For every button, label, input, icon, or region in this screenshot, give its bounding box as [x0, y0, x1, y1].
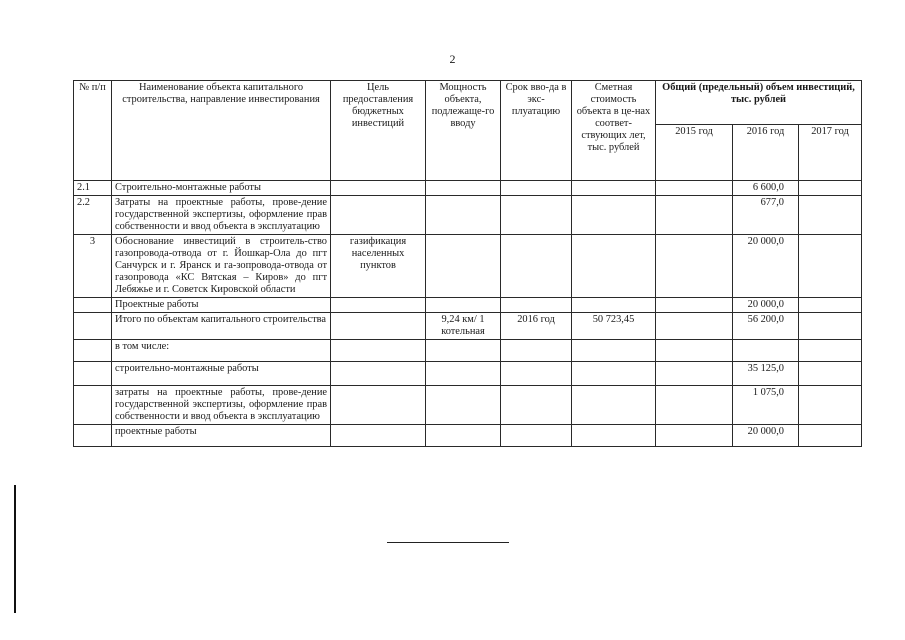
- header-capacity: Мощность объекта, подлежаще-го вводу: [426, 81, 501, 181]
- cell-capacity: [426, 196, 501, 235]
- cell-purpose: [331, 386, 426, 425]
- table-row: [74, 340, 862, 362]
- cell-num: [74, 425, 112, 447]
- cell-2017: [799, 340, 862, 362]
- cell-num: 2.2: [74, 196, 112, 235]
- header-purpose: Цель предоставления бюджетных инвестиций: [331, 81, 426, 181]
- cell-2016: 20 000,0: [733, 425, 799, 447]
- cell-num: [74, 340, 112, 362]
- cell-2017: [799, 386, 862, 425]
- header-2016: 2016 год: [733, 125, 799, 181]
- cell-purpose: [331, 181, 426, 196]
- cell-purpose: газификация населенных пунктов: [331, 235, 426, 298]
- cell-2015: [656, 425, 733, 447]
- table-row: [74, 235, 862, 298]
- cell-capacity: [426, 181, 501, 196]
- cell-2015: [656, 298, 733, 313]
- cell-num: [74, 298, 112, 313]
- cell-cost: [572, 340, 656, 362]
- cell-2015: [656, 181, 733, 196]
- cell-2015: [656, 196, 733, 235]
- header-cost: Сметная стоимость объекта в це-нах соответ-ствующих лет, тыс. рублей: [572, 81, 656, 181]
- cell-capacity: 9,24 км/ 1 котельная: [426, 313, 501, 340]
- cell-cost: [572, 196, 656, 235]
- cell-cost: [572, 386, 656, 425]
- cell-2016: 20 000,0: [733, 298, 799, 313]
- cell-2017: [799, 425, 862, 447]
- cell-term: [501, 181, 572, 196]
- cell-purpose: [331, 362, 426, 386]
- scan-margin-mark: [14, 485, 16, 613]
- closing-rule: [387, 542, 509, 543]
- cell-name: затраты на проектные работы, прове-дение государственной экспертизы, оформление прав собственности и ввод объекта в эксплуатацию: [112, 386, 331, 425]
- cell-2015: [656, 313, 733, 340]
- cell-capacity: [426, 340, 501, 362]
- cell-term: [501, 340, 572, 362]
- cell-2017: [799, 362, 862, 386]
- cell-num: 2.1: [74, 181, 112, 196]
- cell-cost: [572, 298, 656, 313]
- table-row: [74, 362, 862, 386]
- cell-cost: 50 723,45: [572, 313, 656, 340]
- table-row: [74, 313, 862, 340]
- cell-2016: 677,0: [733, 196, 799, 235]
- header-row: [74, 81, 862, 125]
- cell-purpose: [331, 340, 426, 362]
- cell-name: Проектные работы: [112, 298, 331, 313]
- cell-capacity: [426, 386, 501, 425]
- cell-2017: [799, 196, 862, 235]
- cell-num: [74, 362, 112, 386]
- page-number: 2: [449, 52, 456, 66]
- header-num: № п/п: [74, 81, 112, 181]
- cell-term: [501, 298, 572, 313]
- header-2017: 2017 год: [799, 125, 862, 181]
- cell-term: 2016 год: [501, 313, 572, 340]
- cell-cost: [572, 425, 656, 447]
- cell-2017: [799, 235, 862, 298]
- cell-num: [74, 313, 112, 340]
- cell-purpose: [331, 425, 426, 447]
- cell-num: 3: [74, 235, 112, 298]
- cell-2016: 20 000,0: [733, 235, 799, 298]
- cell-name: Итого по объектам капитального строительства: [112, 313, 331, 340]
- cell-cost: [572, 362, 656, 386]
- cell-cost: [572, 181, 656, 196]
- cell-term: [501, 196, 572, 235]
- cell-capacity: [426, 362, 501, 386]
- cell-2016: 1 075,0: [733, 386, 799, 425]
- header-term: Срок вво-да в экс-плуатацию: [501, 81, 572, 181]
- cell-capacity: [426, 235, 501, 298]
- header-2015: 2015 год: [656, 125, 733, 181]
- cell-2016: 56 200,0: [733, 313, 799, 340]
- cell-name: в том числе:: [112, 340, 331, 362]
- cell-capacity: [426, 298, 501, 313]
- cell-purpose: [331, 196, 426, 235]
- cell-cost: [572, 235, 656, 298]
- cell-2015: [656, 386, 733, 425]
- cell-term: [501, 425, 572, 447]
- cell-2015: [656, 235, 733, 298]
- header-name: Наименование объекта капитального строительства, направление инвестирования: [112, 81, 331, 181]
- cell-name: строительно-монтажные работы: [112, 362, 331, 386]
- table-row: [74, 196, 862, 235]
- cell-2016: [733, 340, 799, 362]
- cell-name: Обоснование инвестиций в строитель-ство газопровода-отвода от г. Йошкар-Ола до пгт Санчурск и г. Яранск и га-зопровода-отвода от газопровода «КС Вятская – Киров» до пгт Лебяжье и г. Советск Кировской области: [112, 235, 331, 298]
- cell-name: проектные работы: [112, 425, 331, 447]
- cell-2017: [799, 313, 862, 340]
- cell-name: Строительно-монтажные работы: [112, 181, 331, 196]
- header-total: Общий (предельный) объем инвестиций, тыс. рублей: [656, 81, 862, 125]
- cell-2016: 35 125,0: [733, 362, 799, 386]
- table-row: [74, 386, 862, 425]
- cell-2016: 6 600,0: [733, 181, 799, 196]
- investment-table: [73, 80, 862, 447]
- cell-purpose: [331, 313, 426, 340]
- cell-2017: [799, 298, 862, 313]
- table-row: [74, 298, 862, 313]
- cell-term: [501, 362, 572, 386]
- table-row: [74, 181, 862, 196]
- cell-term: [501, 386, 572, 425]
- cell-name: Затраты на проектные работы, прове-дение государственной экспертизы, оформление прав собственности и ввод объекта в эксплуатацию: [112, 196, 331, 235]
- cell-2017: [799, 181, 862, 196]
- cell-term: [501, 235, 572, 298]
- cell-capacity: [426, 425, 501, 447]
- cell-2015: [656, 340, 733, 362]
- cell-2015: [656, 362, 733, 386]
- table-row: [74, 425, 862, 447]
- cell-purpose: [331, 298, 426, 313]
- cell-num: [74, 386, 112, 425]
